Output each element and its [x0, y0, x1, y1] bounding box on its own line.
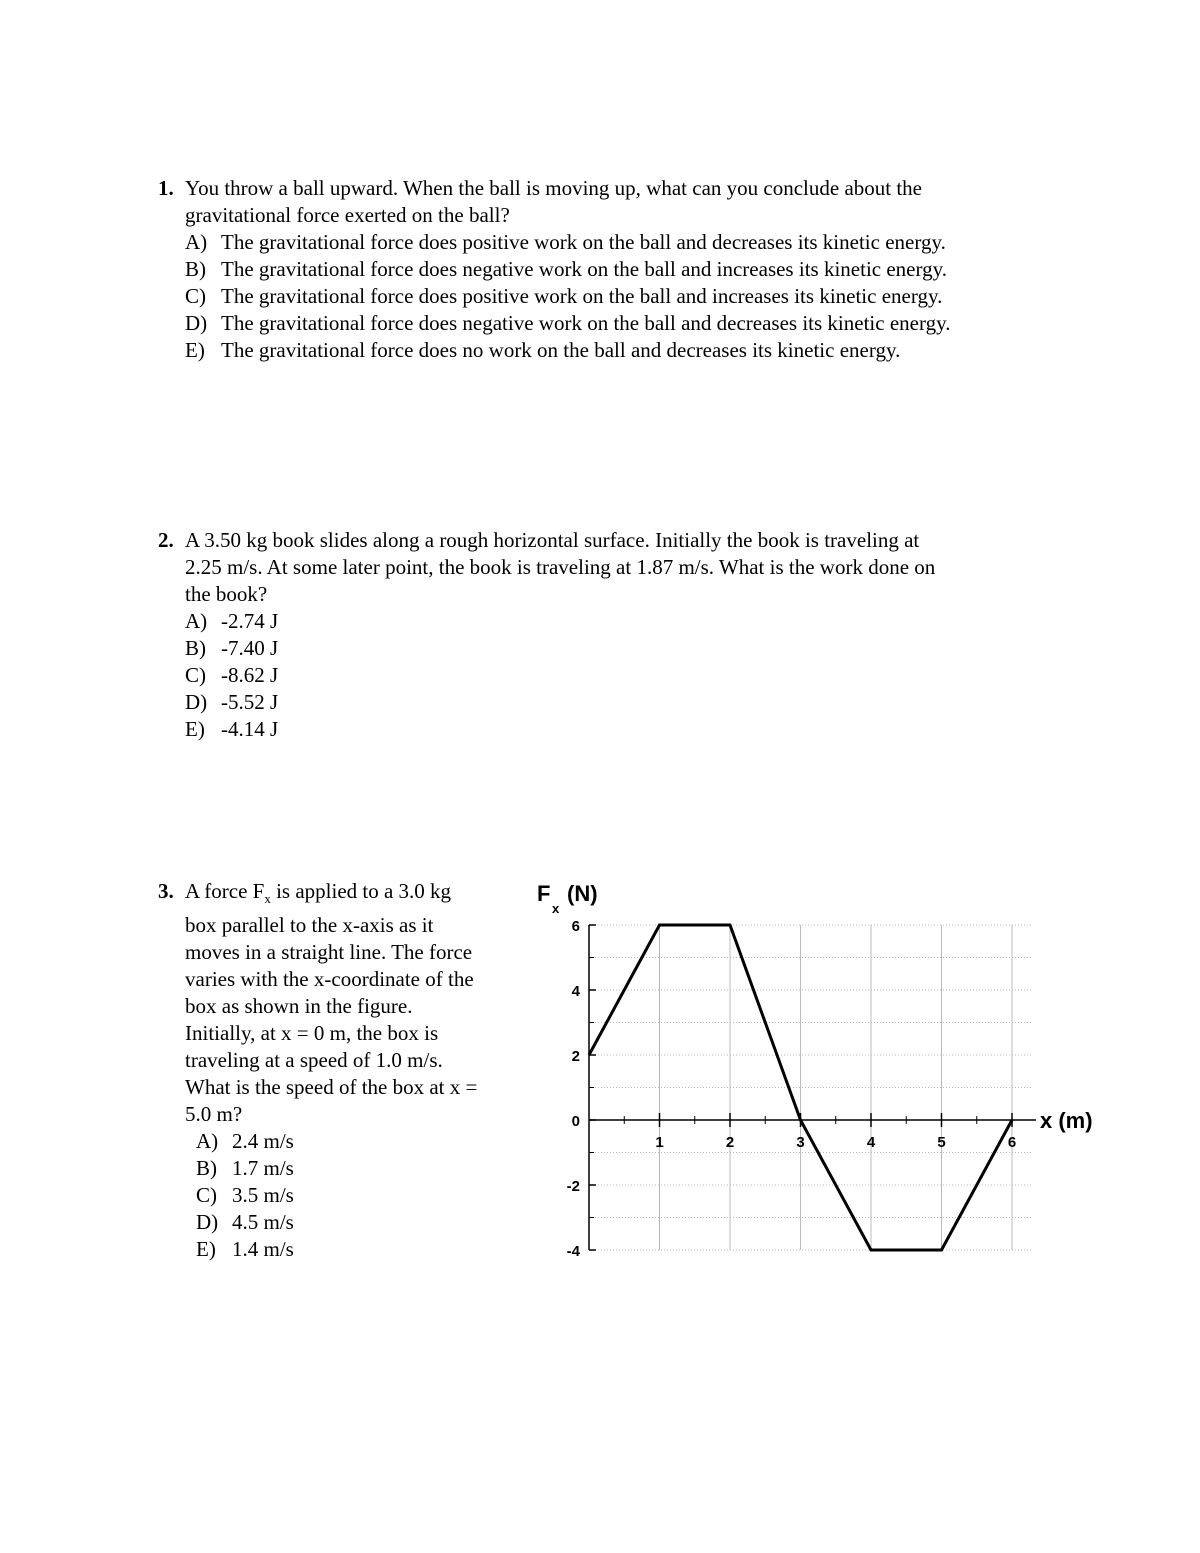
answer-choice-letter: A) — [185, 609, 208, 633]
x-tick-label: 1 — [655, 1134, 664, 1151]
answer-choice-text: 4.5 m/s — [232, 1210, 294, 1235]
y-tick-label: -2 — [566, 1178, 580, 1195]
y-tick-label: 2 — [571, 1048, 580, 1065]
question-stem-text: You throw a ball upward. When the ball is moving up, what can you conclude about the — [185, 176, 922, 200]
question-stem-line: 5.0 m? — [185, 1102, 243, 1127]
question-stem-line: the book? — [185, 582, 268, 606]
answer-choice-text: -5.52 J — [221, 690, 279, 714]
answer-choice-letter: A) — [185, 230, 208, 254]
question-stem-line: box parallel to the x-axis as it — [185, 913, 434, 938]
x-tick-label: 5 — [937, 1134, 946, 1151]
answer-choice-letter: A) — [196, 1129, 219, 1154]
answer-choice-letter: C) — [185, 663, 206, 687]
x-tick-label: 4 — [866, 1134, 876, 1151]
question-stem-line: traveling at a speed of 1.0 m/s. — [185, 1048, 443, 1073]
question-stem-text: A force F — [185, 879, 265, 903]
y-tick-label: -4 — [566, 1243, 580, 1260]
question-number: 1. — [158, 176, 174, 200]
chart-labels — [537, 881, 1093, 1133]
answer-choice-letter: D) — [185, 311, 208, 335]
y-tick-label: 4 — [571, 983, 580, 1000]
answer-choice-text: The gravitational force does negative work on the ball and increases its kinetic energy. — [221, 257, 947, 281]
answer-choice-text: The gravitational force does positive work on the ball and decreases its kinetic energy. — [221, 230, 946, 254]
x-tick-label: 3 — [796, 1134, 805, 1151]
answer-choice-letter: E) — [185, 338, 205, 362]
answer-choice-text: The gravitational force does negative work on the ball and decreases its kinetic energy. — [221, 311, 951, 335]
answer-choice-text: 2.4 m/s — [232, 1129, 294, 1154]
answer-choice-letter: E) — [185, 717, 205, 741]
x-axis-label: x (m) — [1040, 1108, 1093, 1133]
answer-choice-text: -2.74 J — [221, 609, 279, 633]
answer-choice-letter: C) — [196, 1183, 217, 1208]
answer-choice-text: -4.14 J — [221, 717, 279, 741]
answer-choice-letter: B) — [185, 636, 206, 660]
y-axis-label: F — [537, 881, 551, 906]
question-stem-line: varies with the x-coordinate of the — [185, 967, 474, 992]
x-tick-label: 2 — [725, 1134, 735, 1151]
question-number: 2. — [158, 528, 174, 552]
question-stem-text: is applied to a 3.0 kg — [270, 879, 452, 903]
answer-choice-text: The gravitational force does no work on the ball and decreases its kinetic energy. — [221, 338, 901, 362]
answer-choice-text: 3.5 m/s — [232, 1183, 294, 1208]
question-stem-line: gravitational force exerted on the ball? — [185, 203, 510, 227]
answer-choice-letter: E) — [196, 1237, 216, 1262]
y-tick-label: 0 — [571, 1113, 580, 1130]
answer-choice-letter: C) — [185, 284, 206, 308]
answer-choice-text: 1.4 m/s — [232, 1237, 294, 1262]
x-tick-label: 6 — [1007, 1134, 1017, 1151]
y-tick-label: 6 — [571, 918, 580, 935]
question-stem-line: moves in a straight line. The force — [185, 940, 473, 965]
answer-choice-letter: D) — [185, 690, 208, 714]
question-stem-line: Initially, at x = 0 m, the box is — [185, 1021, 439, 1046]
question-number: 3. — [158, 879, 174, 903]
answer-choice-text: 1.7 m/s — [232, 1156, 294, 1181]
y-axis-unit: (N) — [567, 881, 598, 906]
question-stem-subscript: x — [264, 891, 271, 907]
question-stem-line: 2.25 m/s. At some later point, the book is traveling at 1.87 m/s. What is the work done on — [185, 555, 936, 579]
y-axis-label-sub: x — [552, 901, 560, 916]
question-stem-text: A 3.50 kg book slides along a rough horizontal surface. Initially the book is traveling at — [185, 528, 920, 552]
answer-choice-letter: B) — [185, 257, 206, 281]
question-stem-line: What is the speed of the box at x = — [185, 1075, 478, 1100]
answer-choice-letter: D) — [196, 1210, 219, 1235]
question-stem-line: box as shown in the figure. — [185, 994, 413, 1019]
answer-choice-text: The gravitational force does positive work on the ball and increases its kinetic energy. — [221, 284, 943, 308]
chart-grid — [589, 925, 1032, 1250]
answer-choice-letter: B) — [196, 1156, 217, 1181]
answer-choice-text: -7.40 J — [221, 636, 279, 660]
answer-choice-text: -8.62 J — [221, 663, 279, 687]
